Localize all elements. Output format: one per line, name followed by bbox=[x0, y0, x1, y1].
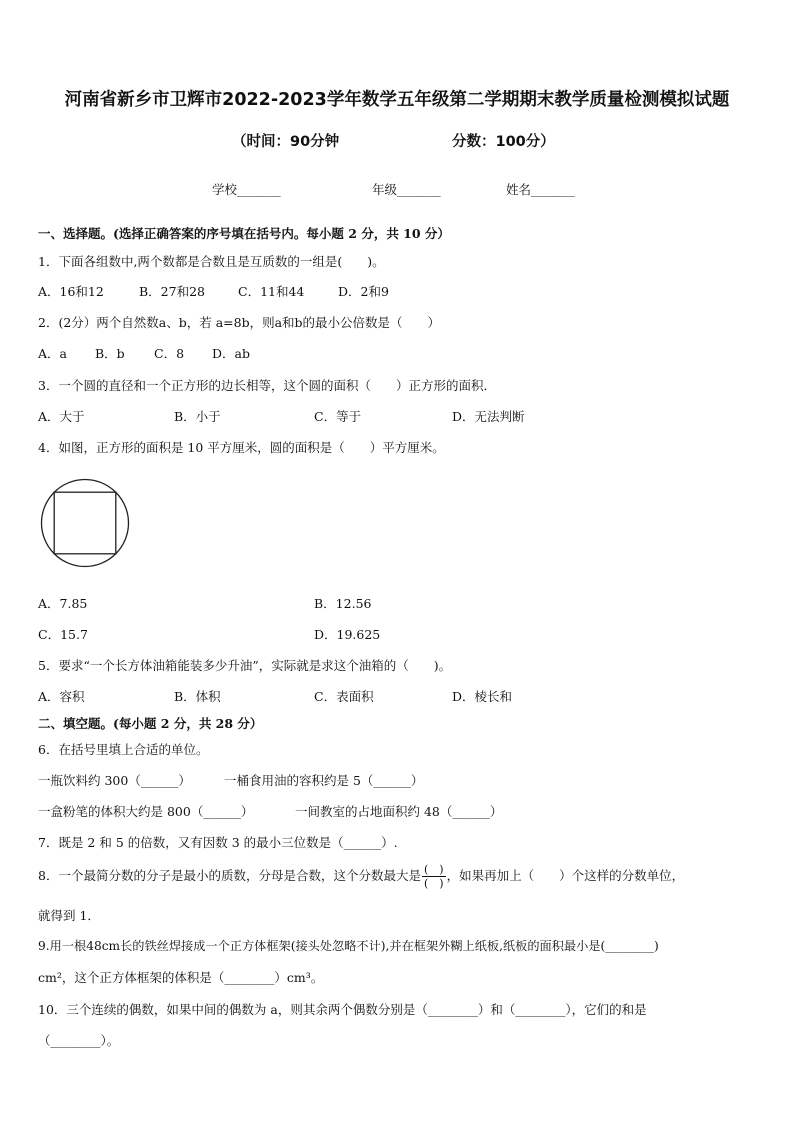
q9-line1: 9.用一根48cm长的铁丝焊接成一个正方体框架(接头处忽略不计),并在框架外糊上纸板,纸板的面积最小是(________) bbox=[38, 939, 659, 953]
q2-option-a: A．a bbox=[38, 346, 67, 361]
q10-line1: 10．三个连续的偶数，如果中间的偶数为 a，则其余两个偶数分别是（________）和（________），它们的和是 bbox=[38, 1002, 647, 1017]
q4-option-a: A．7.85 bbox=[38, 596, 88, 611]
q1-option-b: B．27和28 bbox=[139, 284, 205, 299]
q3-option-a: A．大于 bbox=[38, 409, 85, 424]
exam-score: 分数：100分） bbox=[452, 134, 555, 150]
q5-option-b: B．体积 bbox=[174, 689, 221, 704]
q3-stem: 3．一个圆的直径和一个正方形的边长相等，这个圆的面积（ ）正方形的面积． bbox=[38, 378, 496, 393]
exam-title: 河南省新乡市卫辉市2022-2023学年数学五年级第二学期期末教学质量检测模拟试题 bbox=[64, 90, 730, 110]
q1-option-c: C．11和44 bbox=[238, 284, 305, 299]
q2-option-c: C．8 bbox=[154, 346, 185, 361]
circle-square-figure bbox=[39, 477, 131, 569]
q8-fraction bbox=[422, 864, 446, 889]
q5-option-d: D．棱长和 bbox=[452, 689, 513, 704]
name-field: 姓名_______ bbox=[506, 182, 575, 197]
square-shape bbox=[54, 492, 116, 554]
q5-option-c: C．表面积 bbox=[314, 689, 374, 704]
exam-time: （时间：90分钟 bbox=[232, 134, 340, 150]
q2-option-b: B．b bbox=[95, 346, 125, 361]
q4-option-d: D．19.625 bbox=[314, 627, 381, 642]
q8-line2: 就得到 1． bbox=[38, 908, 100, 923]
q10-line2: （________）。 bbox=[38, 1033, 120, 1048]
q4-option-b: B．12.56 bbox=[314, 596, 372, 611]
q8-fraction-denominator: ( ) bbox=[423, 877, 444, 890]
q1-option-d: D．2和9 bbox=[338, 284, 389, 299]
school-field: 学校_______ bbox=[212, 182, 281, 197]
q9-line2: cm²，这个正方体框架的体积是（________）cm³。 bbox=[38, 970, 324, 985]
q3-option-d: D．无法判断 bbox=[452, 409, 525, 424]
q8-text-post: ，如果再加上（ ）个这样的分数单位， bbox=[446, 868, 685, 883]
q4-stem: 4．如图，正方形的面积是 10 平方厘米，圆的面积是（ ）平方厘米。 bbox=[38, 440, 445, 455]
q6-blank-4: 一间教室的占地面积约 48（______） bbox=[295, 804, 503, 819]
grade-field: 年级_______ bbox=[372, 182, 441, 197]
q3-option-c: C．等于 bbox=[314, 409, 362, 424]
q1-stem: 1．下面各组数中,两个数都是合数且是互质数的一组是( )。 bbox=[38, 254, 385, 269]
q5-stem: 5．要求“一个长方体油箱能装多少升油”，实际就是求这个油箱的（ )。 bbox=[38, 658, 452, 673]
q6-stem: 6．在括号里填上合适的单位。 bbox=[38, 742, 209, 757]
q8-fraction-numerator: ( ) bbox=[423, 863, 444, 876]
q8-text-pre: 8．一个最简分数的分子是最小的质数，分母是合数，这个分数最大是 bbox=[38, 868, 421, 883]
q6-blank-1: 一瓶饮料约 300（______） bbox=[38, 773, 191, 788]
q2-stem: 2．(2分）两个自然数a、b，若 a=8b，则a和b的最小公倍数是（ ） bbox=[38, 315, 441, 330]
q2-option-d: D．ab bbox=[212, 346, 250, 361]
section2-heading: 二、填空题。(每小题 2 分，共 28 分） bbox=[38, 716, 263, 731]
q6-blank-3: 一盒粉笔的体积大约是 800（______） bbox=[38, 804, 254, 819]
q8-line1 bbox=[38, 861, 684, 891]
q4-option-c: C．15.7 bbox=[38, 627, 88, 642]
q1-option-a: A．16和12 bbox=[38, 284, 104, 299]
q3-option-b: B．小于 bbox=[174, 409, 221, 424]
q6-blank-2: 一桶食用油的容积约是 5（______） bbox=[224, 773, 424, 788]
q7-stem: 7．既是 2 和 5 的倍数，又有因数 3 的最小三位数是（______）. bbox=[38, 835, 398, 850]
section1-heading: 一、选择题。(选择正确答案的序号填在括号内。每小题 2 分，共 10 分） bbox=[38, 226, 450, 241]
q5-option-a: A．容积 bbox=[38, 689, 85, 704]
